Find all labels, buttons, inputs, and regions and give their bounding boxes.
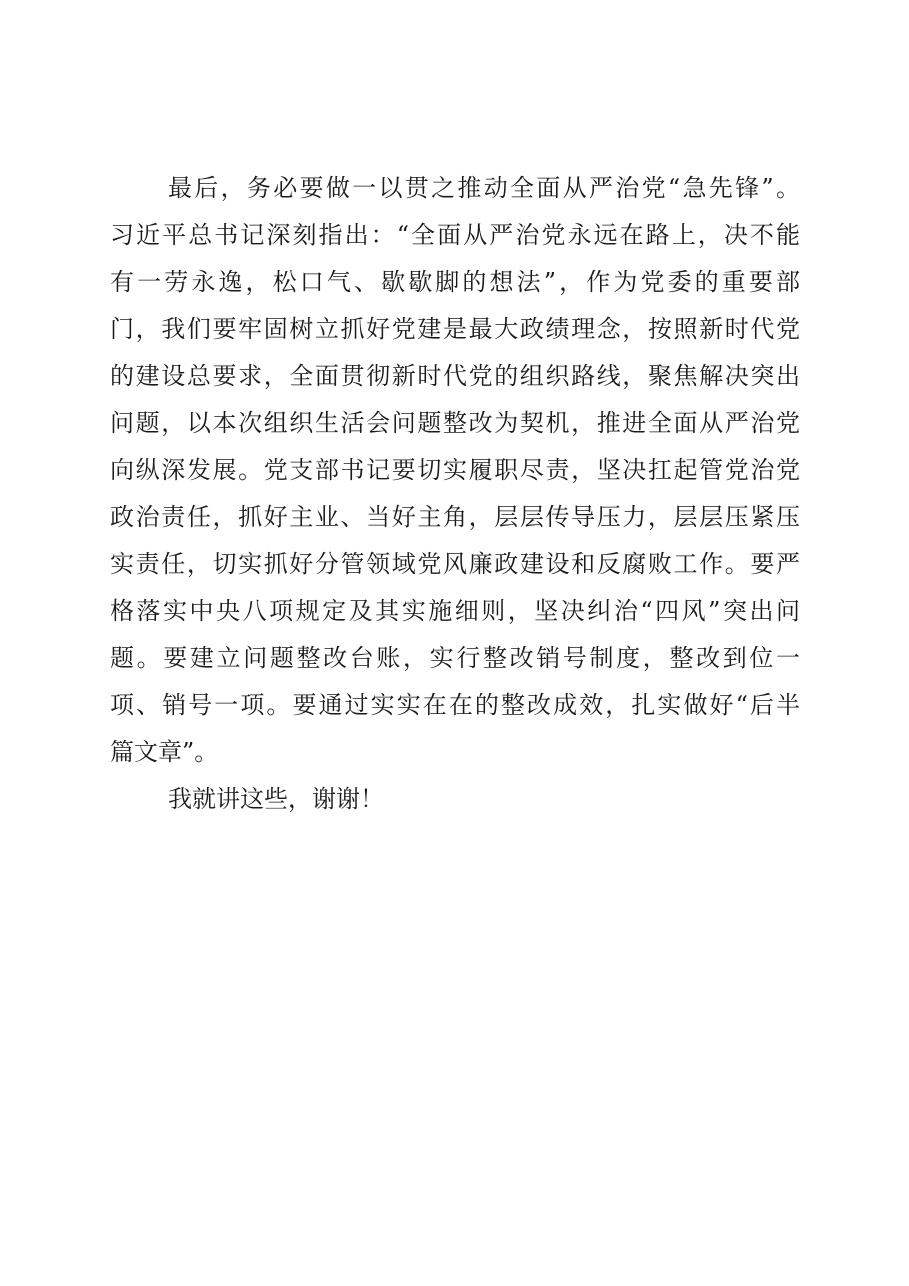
paragraph-line: 有一劳永逸，松口气、歇歇脚的想法”，作为党委的重要部 bbox=[110, 268, 800, 296]
paragraph-line: 最后，务必要做一以贯之推动全面从严治党“急先锋”。 bbox=[168, 174, 800, 202]
speech-text bbox=[110, 165, 800, 823]
paragraph-line: 政治责任，抓好主业、当好主角，层层传导压力，层层压紧压 bbox=[110, 503, 800, 531]
paragraph-line: 问题，以本次组织生活会问题整改为契机，推进全面从严治党 bbox=[110, 409, 800, 437]
paragraph-line: 习近平总书记深刻指出：“全面从严治党永远在路上，决不能 bbox=[110, 221, 800, 249]
closing-line: 我就讲这些，谢谢！ bbox=[168, 785, 384, 813]
paragraph-line: 格落实中央八项规定及其实施细则，坚决纠治“四风”突出问 bbox=[110, 597, 800, 625]
paragraph-line: 题。要建立问题整改台账，实行整改销号制度，整改到位一 bbox=[110, 644, 800, 672]
paragraph-line: 门，我们要牢固树立抓好党建是最大政绩理念，按照新时代党 bbox=[110, 315, 800, 343]
paragraph-line: 项、销号一项。要通过实实在在的整改成效，扎实做好“后半 bbox=[110, 691, 800, 719]
paragraph-line: 篇文章”。 bbox=[110, 738, 219, 766]
paragraph-line: 向纵深发展。党支部书记要切实履职尽责，坚决扛起管党治党 bbox=[110, 456, 800, 484]
paragraph-line: 的建设总要求，全面贯彻新时代党的组织路线，聚焦解决突出 bbox=[110, 362, 800, 390]
paragraph-line: 实责任，切实抓好分管领域党风廉政建设和反腐败工作。要严 bbox=[110, 550, 800, 578]
